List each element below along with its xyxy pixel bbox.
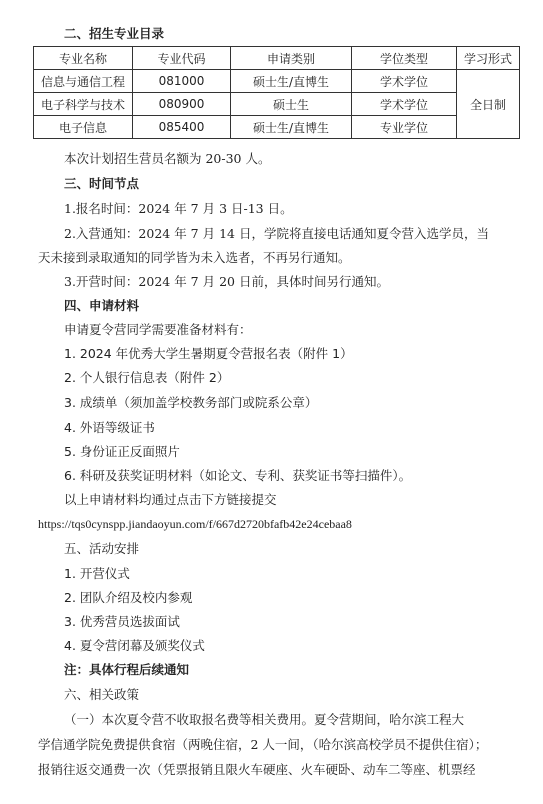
cell-major: 电子信息 bbox=[34, 116, 133, 139]
cell-major: 信息与通信工程 bbox=[34, 70, 133, 93]
table-row bbox=[34, 70, 520, 93]
materials-item: 1. 2024 年优秀大学生暑期夏令营报名表（附件 1） bbox=[64, 346, 353, 361]
table-row bbox=[34, 93, 520, 116]
header-major: 专业名称 bbox=[34, 47, 133, 70]
cell-category: 硕士生/直博生 bbox=[231, 70, 352, 93]
timeline-item-opening: 3.开营时间：2024 年 7 月 20 日前，具体时间另行通知。 bbox=[64, 274, 389, 289]
activity-item: 1. 开营仪式 bbox=[64, 566, 130, 581]
cell-degree-type: 专业学位 bbox=[352, 116, 457, 139]
section-title-timeline: 三、时间节点 bbox=[64, 176, 140, 191]
program-table bbox=[33, 46, 520, 139]
cell-code: 080900 bbox=[133, 93, 231, 116]
cell-study-form: 全日制 bbox=[457, 70, 520, 139]
materials-item: 3. 成绩单（须加盖学校教务部门或院系公章） bbox=[64, 395, 318, 410]
quota-text: 本次计划招生营员名额为 20-30 人。 bbox=[64, 151, 271, 166]
materials-intro: 申请夏令营同学需要准备材料有： bbox=[64, 322, 252, 337]
policy-line3: 报销往返交通费一次（凭票报销且限火车硬座、火车硬卧、动车二等座、机票经 bbox=[38, 762, 476, 777]
table-header-row bbox=[34, 47, 520, 70]
timeline-item-registration: 1.报名时间：2024 年 7 月 3 日-13 日。 bbox=[64, 201, 293, 216]
cell-category: 硕士生 bbox=[231, 93, 352, 116]
schedule-note: 注：具体行程后续通知 bbox=[64, 662, 190, 677]
materials-item: 5. 身份证正反面照片 bbox=[64, 444, 180, 459]
timeline-item-notice-line1: 2.入营通知：2024 年 7 月 14 日，学院将直接电话通知夏令营入选学员，当 bbox=[64, 226, 489, 241]
header-degree-type: 学位类型 bbox=[352, 47, 457, 70]
cell-code: 085400 bbox=[133, 116, 231, 139]
timeline-item-notice-line2: 天未接到录取通知的同学皆为未入选者，不再另行通知。 bbox=[38, 250, 351, 265]
materials-item: 6. 科研及获奖证明材料（如论文、专利、获奖证书等扫描件）。 bbox=[64, 468, 412, 483]
header-category: 申请类别 bbox=[231, 47, 352, 70]
materials-item: 4. 外语等级证书 bbox=[64, 420, 155, 435]
cell-degree-type: 学术学位 bbox=[352, 70, 457, 93]
header-study-form: 学习形式 bbox=[457, 47, 520, 70]
cell-category: 硕士生/直博生 bbox=[231, 116, 352, 139]
header-code: 专业代码 bbox=[133, 47, 231, 70]
cell-degree-type: 学术学位 bbox=[352, 93, 457, 116]
activity-item: 3. 优秀营员选拔面试 bbox=[64, 614, 180, 629]
cell-major: 电子科学与技术 bbox=[34, 93, 133, 116]
section-title-programs: 二、招生专业目录 bbox=[64, 26, 165, 41]
activity-item: 4. 夏令营闭幕及颁奖仪式 bbox=[64, 638, 205, 653]
cell-code: 081000 bbox=[133, 70, 231, 93]
section-title-materials: 四、申请材料 bbox=[64, 298, 140, 313]
table-row bbox=[34, 116, 520, 139]
submission-link[interactable]: https://tqs0cynspp.jiandaoyun.com/f/667d2720bfafb42e24cebaa8 bbox=[38, 517, 352, 531]
materials-item: 2. 个人银行信息表（附件 2） bbox=[64, 370, 230, 385]
materials-submit-note: 以上申请材料均通过点击下方链接提交 bbox=[64, 492, 277, 507]
policy-line1: （一）本次夏令营不收取报名费等相关费用。夏令营期间，哈尔滨工程大 bbox=[64, 712, 465, 727]
section-title-policy: 六、相关政策 bbox=[64, 687, 140, 702]
policy-line2: 学信通学院免费提供食宿（两晚住宿，2 人一间，（哈尔滨高校学员不提供住宿）； bbox=[38, 737, 488, 752]
activity-item: 2. 团队介绍及校内参观 bbox=[64, 590, 193, 605]
section-title-activities: 五、活动安排 bbox=[64, 541, 140, 556]
